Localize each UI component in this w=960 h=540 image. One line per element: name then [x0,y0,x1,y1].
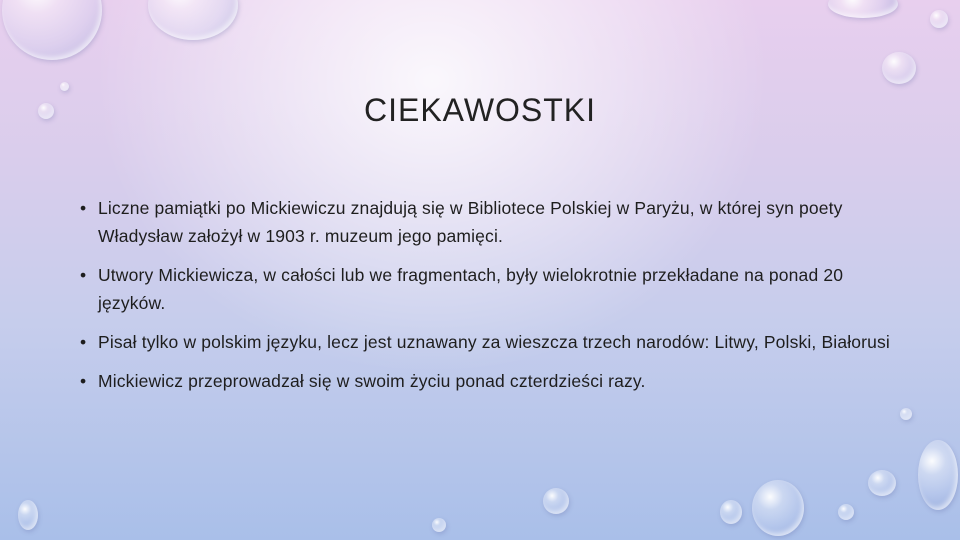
water-drop-decoration [838,504,854,520]
water-drop-decoration [148,0,238,40]
water-drop-decoration [2,0,102,60]
water-drop-decoration [752,480,804,536]
water-drop-decoration [900,408,912,420]
bullet-item [78,328,898,356]
water-drop-decoration [18,500,38,530]
bullet-list [78,194,898,406]
water-drop-decoration [720,500,742,524]
water-drop-decoration [60,82,69,91]
bullet-dot-icon: • [80,371,87,391]
bullet-text: Pisał tylko w polskim języku, lecz jest uznawany za wieszcza trzech narodów: Litwy, Polski, Białorusi [98,332,890,352]
bullet-dot-icon: • [80,265,87,285]
bullet-text: Liczne pamiątki po Mickiewiczu znajdują się w Bibliotece Polskiej w Paryżu, w której syn poety Władysław założył w 1903 r. muzeum jego pamięci. [98,198,843,246]
bullet-item [78,194,898,250]
bullet-dot-icon: • [80,332,87,352]
water-drop-decoration [918,440,958,510]
bullet-text: Mickiewicz przeprowadzał się w swoim życiu ponad czterdzieści razy. [98,371,646,391]
water-drop-decoration [543,488,569,514]
slide-title: CIEKAWOSTKI [363,92,597,128]
water-drop-decoration [930,10,948,28]
water-drop-decoration [828,0,898,18]
bullet-dot-icon: • [80,198,87,218]
bullet-item [78,261,898,317]
bullet-text: Utwory Mickiewicza, w całości lub we fragmentach, były wielokrotnie przekładane na ponad 20 języków. [98,265,844,313]
bullet-item [78,367,898,395]
water-drop-decoration [882,52,916,84]
water-drop-decoration [432,518,446,532]
water-drop-decoration [868,470,896,496]
